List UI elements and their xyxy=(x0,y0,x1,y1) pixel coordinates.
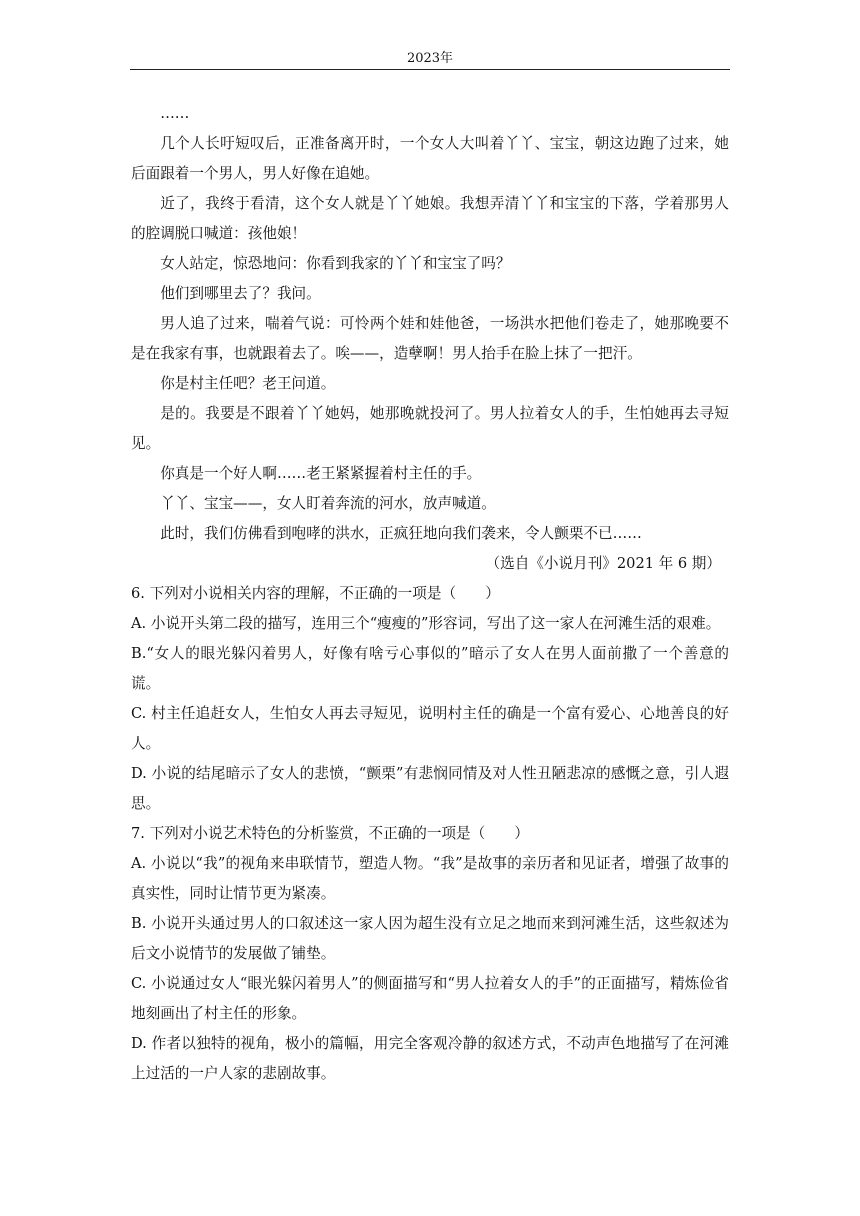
passage-paragraph-8: 你真是一个好人啊……老王紧紧握着村主任的手。 xyxy=(160,465,482,482)
question-7-option-b: B. 小说开头通过男人的口叙述这一家人因为超生没有立足之地而来到河滩生活，这些叙述为后文小说情节的发展做了铺垫。 xyxy=(131,915,729,962)
question-6-option-d: D. 小说的结尾暗示了女人的悲愤，“颤栗”有悲悯同情及对人性丑陋悲凉的感慨之意，引人遐思。 xyxy=(131,765,729,812)
question-6-stem: 6. 下列对小说相关内容的理解，不正确的一项是（ ） xyxy=(131,585,500,602)
passage-paragraph-5: 男人追了过来，喘着气说：可怜两个娃和娃他爸，一场洪水把他们卷走了，她那晚要不是在我家有事，也就跟着去了。唉——，造孽啊！男人抬手在脸上抹了一把汗。 xyxy=(131,315,729,362)
header-divider xyxy=(130,69,730,70)
question-6-option-b: B.“女人的眼光躲闪着男人，好像有啥亏心事似的”暗示了女人在男人面前撒了一个善意的谎。 xyxy=(131,645,729,692)
passage-paragraph-10: 此时，我们仿佛看到咆哮的洪水，正疯狂地向我们袭来，令人颤栗不已…… xyxy=(160,525,642,542)
question-7-option-a: A. 小说以“我”的视角来串联情节，塑造人物。“我”是故事的亲历者和见证者，增强了故事的真实性，同时让情节更为紧凑。 xyxy=(131,855,729,902)
page-header: 2023年 xyxy=(406,51,454,66)
passage-paragraph-4: 他们到哪里去了？我问。 xyxy=(160,285,321,302)
passage-paragraph-7: 是的。我要是不跟着丫丫她妈，她那晚就投河了。男人拉着女人的手，生怕她再去寻短见。 xyxy=(131,405,729,452)
question-7-stem: 7. 下列对小说艺术特色的分析鉴赏，不正确的一项是（ ） xyxy=(131,825,530,842)
passage-paragraph-1: 几个人长吁短叹后，正准备离开时，一个女人大叫着丫丫、宝宝，朝这边跑了过来，她后面跟着一个男人，男人好像在追她。 xyxy=(131,135,729,182)
question-6-option-c: C. 村主任追赶女人，生怕女人再去寻短见，说明村主任的确是一个富有爱心、心地善良的好人。 xyxy=(131,705,729,752)
passage-paragraph-9: 丫丫、宝宝——，女人盯着奔流的河水，放声喊道。 xyxy=(160,495,496,512)
document-body xyxy=(131,99,729,1089)
passage-ellipsis: …… xyxy=(160,105,190,122)
passage-paragraph-2: 近了，我终于看清，这个女人就是丫丫她娘。我想弄清丫丫和宝宝的下落，学着那男人的腔调脱口喊道：孩他娘！ xyxy=(131,195,729,242)
passage-paragraph-3: 女人站定，惊恐地问：你看到我家的丫丫和宝宝了吗？ xyxy=(160,255,511,272)
question-6-option-a: A. 小说开头第二段的描写，连用三个“瘦瘦的”形容词，写出了这一家人在河滩生活的艰难。 xyxy=(131,615,721,632)
question-7-option-d: D. 作者以独特的视角，极小的篇幅，用完全客观冷静的叙述方式，不动声色地描写了在河滩上过活的一户人家的悲剧故事。 xyxy=(131,1035,729,1082)
passage-source: （选自《小说月刊》2021 年 6 期） xyxy=(485,555,721,572)
passage-paragraph-6: 你是村主任吧？老王问道。 xyxy=(160,375,336,392)
question-7-option-c: C. 小说通过女人“眼光躲闪着男人”的侧面描写和“男人拉着女人的手”的正面描写，精炼俭省地刻画出了村主任的形象。 xyxy=(131,975,729,1022)
